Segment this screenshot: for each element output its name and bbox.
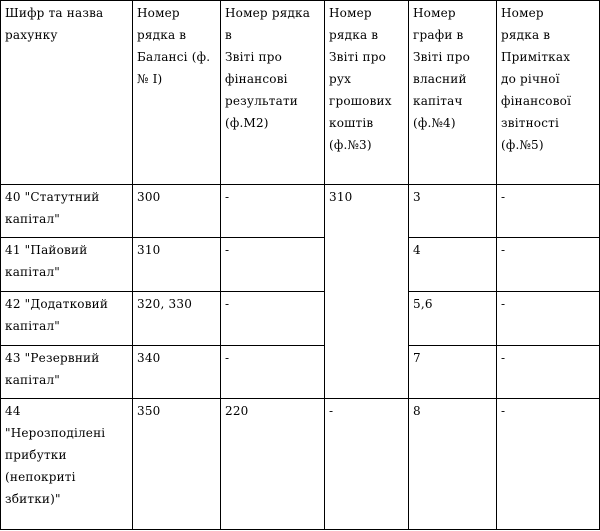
results-cell: 220 [221, 399, 325, 530]
account-cell: 40 "Статутний капітал" [1, 185, 133, 238]
header-balance: Номер рядка в Балансі (ф. № І) [133, 1, 221, 185]
cashflow-cell: 310 [325, 185, 409, 399]
account-cell: 44 "Нерозподілені прибутки (непокриті збитки)" [1, 399, 133, 530]
account-cell: 42 "Додатковий капітал" [1, 292, 133, 346]
account-cell: 43 "Резервний капітал" [1, 346, 133, 399]
results-cell: - [221, 238, 325, 292]
table-row [1, 346, 600, 399]
results-cell: - [221, 292, 325, 346]
results-cell: - [221, 185, 325, 238]
notes-cell: - [497, 292, 600, 346]
equity-cell: 4 [409, 238, 497, 292]
header-row [1, 1, 600, 185]
header-results: Номер рядка в Звіті про фінансові результати (ф.М2) [221, 1, 325, 185]
table-row [1, 185, 600, 238]
header-equity: Номер графи в Звіті про власний капітач (ф.№4) [409, 1, 497, 185]
header-cashflow: Номер рядка в Звіті про рух грошових коштів (ф.№3) [325, 1, 409, 185]
results-cell: - [221, 346, 325, 399]
balance-cell: 320, 330 [133, 292, 221, 346]
notes-cell: - [497, 346, 600, 399]
balance-cell: 300 [133, 185, 221, 238]
equity-cell: 5,6 [409, 292, 497, 346]
table-row [1, 238, 600, 292]
balance-cell: 310 [133, 238, 221, 292]
balance-cell: 340 [133, 346, 221, 399]
cashflow-cell: - [325, 399, 409, 530]
notes-cell: - [497, 399, 600, 530]
table-row [1, 399, 600, 530]
header-account: Шифр та назва рахунку [1, 1, 133, 185]
header-notes: Номер рядка в Примітках до річної фінансової звітності (ф.№5) [497, 1, 600, 185]
equity-cell: 8 [409, 399, 497, 530]
notes-cell: - [497, 185, 600, 238]
account-cell: 41 "Пайовий капітал" [1, 238, 133, 292]
equity-cell: 7 [409, 346, 497, 399]
equity-cell: 3 [409, 185, 497, 238]
notes-cell: - [497, 238, 600, 292]
table-row [1, 292, 600, 346]
balance-cell: 350 [133, 399, 221, 530]
